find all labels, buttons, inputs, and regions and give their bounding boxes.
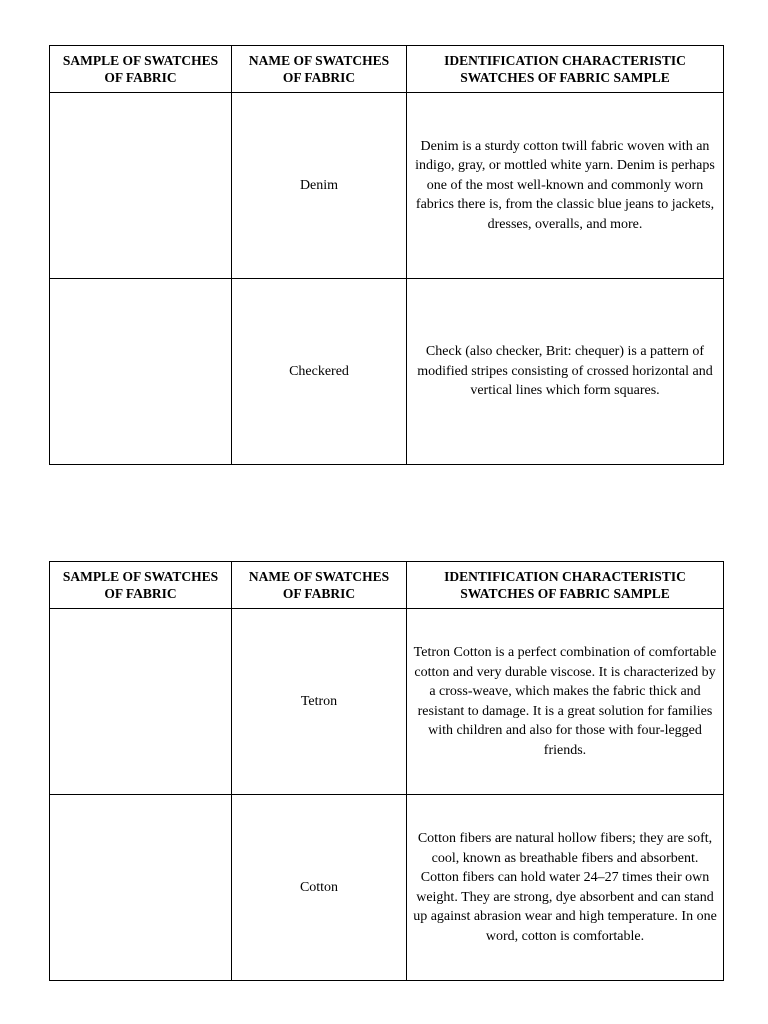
table-row bbox=[50, 279, 724, 465]
header-sample: SAMPLE OF SWATCHES OF FABRIC bbox=[50, 46, 232, 93]
fabric-description-cell: Denim is a sturdy cotton twill fabric woven with an indigo, gray, or mottled white yarn. Denim is perhaps one of the most well-known and commonly worn fabrics there is, from the classic blue jeans to jackets, dresses, overalls, and more. bbox=[407, 93, 724, 279]
fabric-table-2 bbox=[49, 561, 724, 981]
fabric-table-1 bbox=[49, 45, 724, 465]
table-row bbox=[50, 93, 724, 279]
table-header-row bbox=[50, 562, 724, 609]
header-name: NAME OF SWATCHES OF FABRIC bbox=[232, 46, 407, 93]
header-name: NAME OF SWATCHES OF FABRIC bbox=[232, 562, 407, 609]
table-row bbox=[50, 609, 724, 795]
sample-cell bbox=[50, 795, 232, 981]
sample-cell bbox=[50, 279, 232, 465]
fabric-description-cell: Check (also checker, Brit: chequer) is a pattern of modified stripes consisting of crossed horizontal and vertical lines which form squares. bbox=[407, 279, 724, 465]
fabric-name-cell: Denim bbox=[232, 93, 407, 279]
table-row bbox=[50, 795, 724, 981]
header-identification: IDENTIFICATION CHARACTERISTIC SWATCHES OF FABRIC SAMPLE bbox=[407, 562, 724, 609]
fabric-name-cell: Cotton bbox=[232, 795, 407, 981]
fabric-description-cell: Tetron Cotton is a perfect combination of comfortable cotton and very durable viscose. It is characterized by a cross-weave, which makes the fabric thick and resistant to damage. It is a great solution for families with children and also for those with four-legged friends. bbox=[407, 609, 724, 795]
fabric-description-cell: Cotton fibers are natural hollow fibers; they are soft, cool, known as breathable fibers and absorbent. Cotton fibers can hold water 24–27 times their own weight. They are strong, dye absorbent and can stand up against abrasion wear and high temperature. In one word, cotton is comfortable. bbox=[407, 795, 724, 981]
fabric-name-cell: Checkered bbox=[232, 279, 407, 465]
header-sample: SAMPLE OF SWATCHES OF FABRIC bbox=[50, 562, 232, 609]
sample-cell bbox=[50, 93, 232, 279]
sample-cell bbox=[50, 609, 232, 795]
header-identification: IDENTIFICATION CHARACTERISTIC SWATCHES OF FABRIC SAMPLE bbox=[407, 46, 724, 93]
fabric-name-cell: Tetron bbox=[232, 609, 407, 795]
table-header-row bbox=[50, 46, 724, 93]
